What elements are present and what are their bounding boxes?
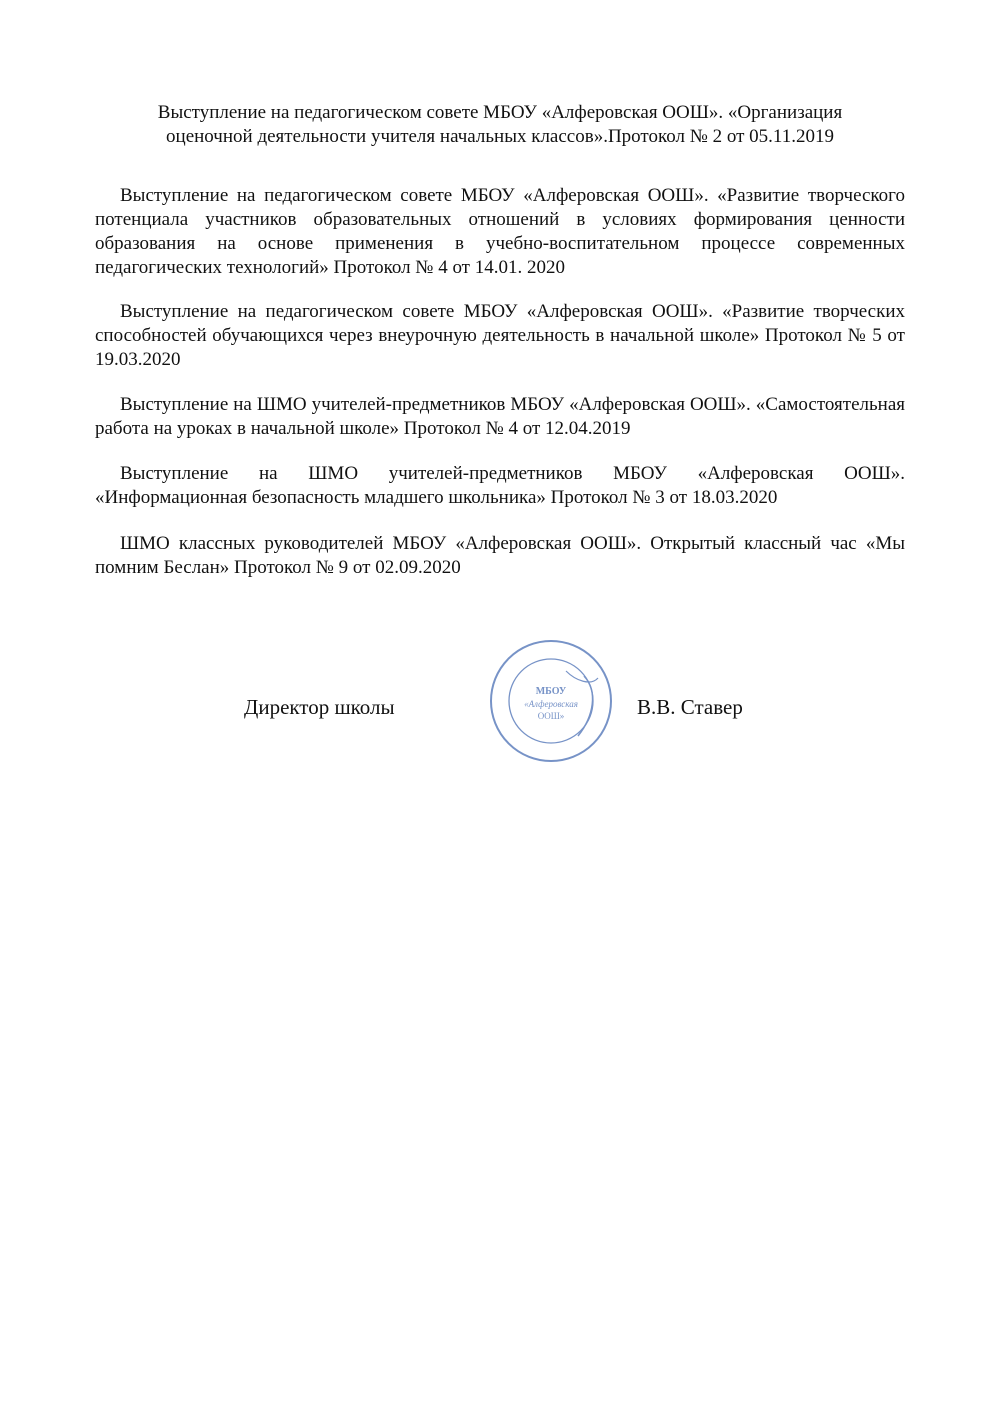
signature-name: В.В. Ставер [637,695,743,719]
school-stamp-icon [486,636,616,766]
svg-text:МБОУ: МБОУ [535,686,567,697]
paragraph-4: Выступление на ШМО учителей-предметников МБОУ «Алферовская ООШ». «Самостоятельная работа на уроках в начальной школе» Протокол № 4 от 12.04.2019 [95,394,905,439]
signature-role: Директор школы [244,695,395,719]
paragraph-1: Выступление на педагогическом совете МБОУ «Алферовская ООШ». «Организация оценочной деятельности учителя начальных классов».Протокол № 2 от 05.11.2019 [157,102,843,147]
paragraph-2: Выступление на педагогическом совете МБОУ «Алферовская ООШ». «Развитие творческого потенциала участников образовательных отношений в условиях формирования ценности образования на основе применения в учебно-воспитательном процессе современных педагогических технологий» Протокол № 4 от 14.01. 2020 [95,185,905,278]
svg-text:«Алферовская: «Алферовская [524,699,578,709]
svg-text:ООШ»: ООШ» [537,711,565,721]
paragraph-6: ШМО классных руководителей МБОУ «Алферовская ООШ». Открытый классный час «Мы помним Беслан» Протокол № 9 от 02.09.2020 [95,533,905,578]
paragraph-5: Выступление на ШМО учителей-предметников МБОУ «Алферовская ООШ». «Информационная безопасность младшего школьника» Протокол № 3 от 18.03.2020 [95,463,905,508]
paragraph-3: Выступление на педагогическом совете МБОУ «Алферовская ООШ». «Развитие творческих способностей обучающихся через внеурочную деятельность в начальной школе» Протокол № 5 от 19.03.2020 [95,301,905,370]
